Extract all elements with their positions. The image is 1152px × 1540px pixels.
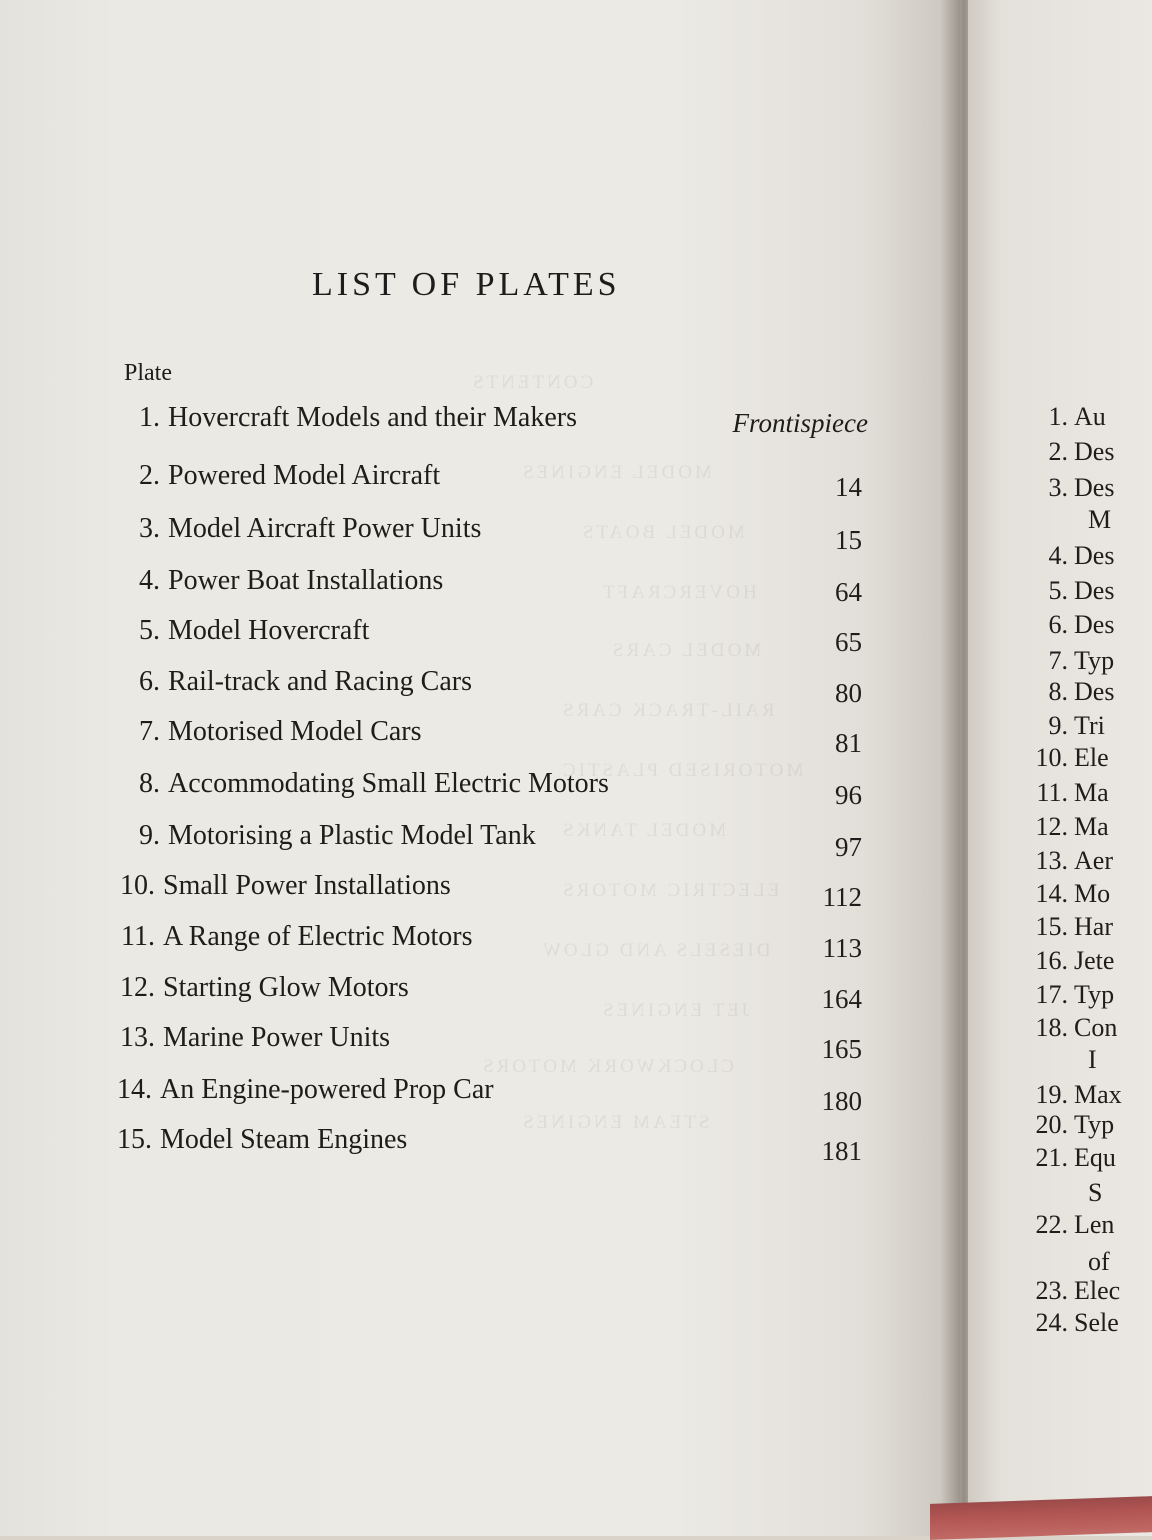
figure-title: M [1088,505,1112,534]
figure-title: of [1088,1247,1110,1276]
plate-entry [104,820,536,852]
show-through-text: STEAM ENGINES [520,1112,710,1133]
plate-entry [99,1022,390,1054]
plate-entry [104,615,369,647]
plate-number: 10. [120,870,155,901]
figure-entry [968,610,1114,640]
figure-number: 4. [1048,541,1068,570]
figure-title: Max [1074,1080,1122,1109]
figure-entry [968,541,1114,571]
figure-title: Des [1074,677,1115,706]
plate-number: 9. [139,820,160,851]
figure-entry [968,437,1114,467]
figure-title: Ma [1074,812,1109,841]
plate-page-number: 64 [835,577,862,607]
figure-entry [968,505,1111,535]
figure-title: Con [1074,1013,1118,1042]
figure-number: 12. [1035,812,1068,841]
plate-number: 12. [120,972,155,1003]
figure-number: 15. [1035,912,1068,941]
plate-page-number: 65 [835,627,862,657]
plate-number: 2. [139,460,160,491]
figure-title: Aer [1074,846,1113,875]
plate-number: 6. [139,666,160,697]
plate-entry [104,513,481,545]
plate-title: An Engine-powered Prop Car [160,1074,494,1105]
figure-title: Au [1074,402,1106,431]
figure-entry [968,402,1106,432]
figure-number: 5. [1048,576,1068,605]
plate-title: Power Boat Installations [168,565,444,596]
figure-number: 24. [1035,1308,1068,1337]
plate-page-number: 97 [835,832,862,862]
plate-title: Small Power Installations [163,870,451,901]
figure-title: Har [1074,912,1113,941]
figure-entry [968,1247,1110,1277]
show-through-text: MOTORISED PLASTIC [560,760,804,781]
plate-number: 8. [139,768,160,799]
show-through-text: ELECTRIC MOTORS [560,880,780,901]
figure-entry [968,1276,1120,1306]
plate-number: 14. [117,1074,152,1105]
plate-page-number: 15 [835,525,862,555]
figure-number: 1. [1048,402,1068,431]
show-through-text: HOVERCRAFT [600,582,757,603]
figure-entry [968,1013,1117,1043]
figure-entry [968,473,1114,503]
plate-entry [104,716,422,748]
figure-number: 14. [1035,879,1068,908]
figure-number: 17. [1035,980,1068,1009]
figure-entry [968,912,1113,942]
plate-page-number: 112 [822,882,862,912]
show-through-text: MODEL TANKS [560,820,727,841]
show-through-text: CONTENTS [470,372,594,393]
figure-title: Elec [1074,1276,1121,1305]
plate-entry [104,768,609,800]
figure-entry [968,1143,1116,1173]
plate-entry [104,460,440,492]
show-through-text: MODEL BOATS [580,522,745,543]
figure-entry [968,1110,1114,1140]
plate-title: Powered Model Aircraft [168,460,441,491]
figure-entry [968,576,1114,606]
plate-page-number: 113 [822,933,862,963]
plate-number: 5. [139,615,160,646]
plate-title: Model Aircraft Power Units [168,513,482,544]
show-through-text: MODEL ENGINES [520,462,712,483]
plate-entry [99,972,409,1004]
plate-page-number: 96 [835,780,862,810]
figure-entry [968,1308,1119,1338]
plate-page-number: 164 [821,984,862,1014]
figure-number: 2. [1048,437,1068,466]
plate-entry [96,1124,407,1156]
plate-entry [96,1074,494,1106]
figure-entry [968,711,1105,741]
figure-number: 18. [1035,1013,1068,1042]
figure-number: 22. [1035,1210,1068,1239]
figure-title: Sele [1074,1308,1119,1337]
figure-entry [968,1210,1114,1240]
plate-entry [104,402,577,434]
figure-number: 8. [1048,677,1068,706]
figure-title: Ma [1074,778,1109,807]
figure-number: 23. [1035,1276,1068,1305]
figure-number: 19. [1035,1080,1068,1109]
plate-title: A Range of Electric Motors [163,921,473,952]
plate-number: 4. [139,565,160,596]
figure-entry [968,1045,1097,1075]
figure-entry [968,677,1114,707]
plate-title: Accommodating Small Electric Motors [168,768,609,799]
figure-title: I [1088,1045,1097,1074]
figure-title: Tri [1074,711,1105,740]
figure-title: Des [1074,610,1115,639]
plate-page-number: 14 [835,472,862,502]
figure-title: Des [1074,541,1115,570]
figure-number: 3. [1048,473,1068,502]
figure-entry [968,1080,1122,1110]
show-through-text: DIESELS AND GLOW [540,940,771,961]
figure-title: Des [1074,576,1115,605]
figure-title: Typ [1074,646,1115,675]
figure-title: Des [1074,473,1115,502]
figure-title: Typ [1074,1110,1115,1139]
plate-page-number: 180 [821,1086,862,1116]
figure-number: 21. [1035,1143,1068,1172]
right-page [968,0,1152,1536]
figure-entry [968,980,1114,1010]
figure-title: Mo [1074,879,1111,908]
plate-title: Model Hovercraft [168,615,370,646]
figure-entry [968,778,1109,808]
plate-entry [99,921,472,953]
figure-entry [968,946,1114,976]
plate-number: 7. [139,716,160,747]
plate-number: 1. [139,402,160,433]
figure-entry [968,646,1114,676]
figure-title: Ele [1074,743,1109,772]
show-through-text: MODEL CARS [610,640,762,661]
page-title: LIST OF PLATES [312,266,621,303]
show-through-text: JET ENGINES [600,1000,750,1021]
plate-entry [104,666,472,698]
plate-number: 3. [139,513,160,544]
column-heading: Plate [124,360,172,386]
plate-title: Starting Glow Motors [163,972,409,1003]
figure-number: 6. [1048,610,1068,639]
plate-title: Motorised Model Cars [168,716,422,747]
figure-entry [968,879,1110,909]
show-through-text: CLOCKWORK MOTORS [480,1056,735,1077]
figure-number: 9. [1048,711,1068,740]
plate-page-number: 181 [821,1136,862,1166]
figure-number: 10. [1035,743,1068,772]
plate-entry [99,870,451,902]
plate-title: Model Steam Engines [160,1124,408,1155]
figure-entry [968,846,1113,876]
plate-page-number: 81 [835,728,862,758]
figure-title: Typ [1074,980,1115,1009]
figure-title: Equ [1074,1143,1116,1172]
figure-title: Jete [1074,946,1115,975]
figure-number: 11. [1036,778,1068,807]
figure-title: Len [1074,1210,1115,1239]
plate-page-number: Frontispiece [732,408,868,438]
plate-title: Hovercraft Models and their Makers [168,402,577,433]
plate-title: Motorising a Plastic Model Tank [168,820,536,851]
figure-entry [968,812,1109,842]
plate-number: 11. [121,921,155,952]
figure-number: 7. [1048,646,1068,675]
figure-entry [968,743,1109,773]
figure-title: Des [1074,437,1115,466]
plate-number: 13. [120,1022,155,1053]
figure-number: 13. [1035,846,1068,875]
plate-title: Marine Power Units [163,1022,391,1053]
figure-number: 16. [1035,946,1068,975]
plate-title: Rail-track and Racing Cars [168,666,473,697]
figure-title: S [1088,1178,1103,1207]
plate-page-number: 80 [835,678,862,708]
plate-number: 15. [117,1124,152,1155]
show-through-text: RAIL-TRACK CARS [560,700,775,721]
plate-entry [104,565,443,597]
figure-number: 20. [1035,1110,1068,1139]
figure-entry [968,1178,1102,1208]
plate-page-number: 165 [821,1034,862,1064]
